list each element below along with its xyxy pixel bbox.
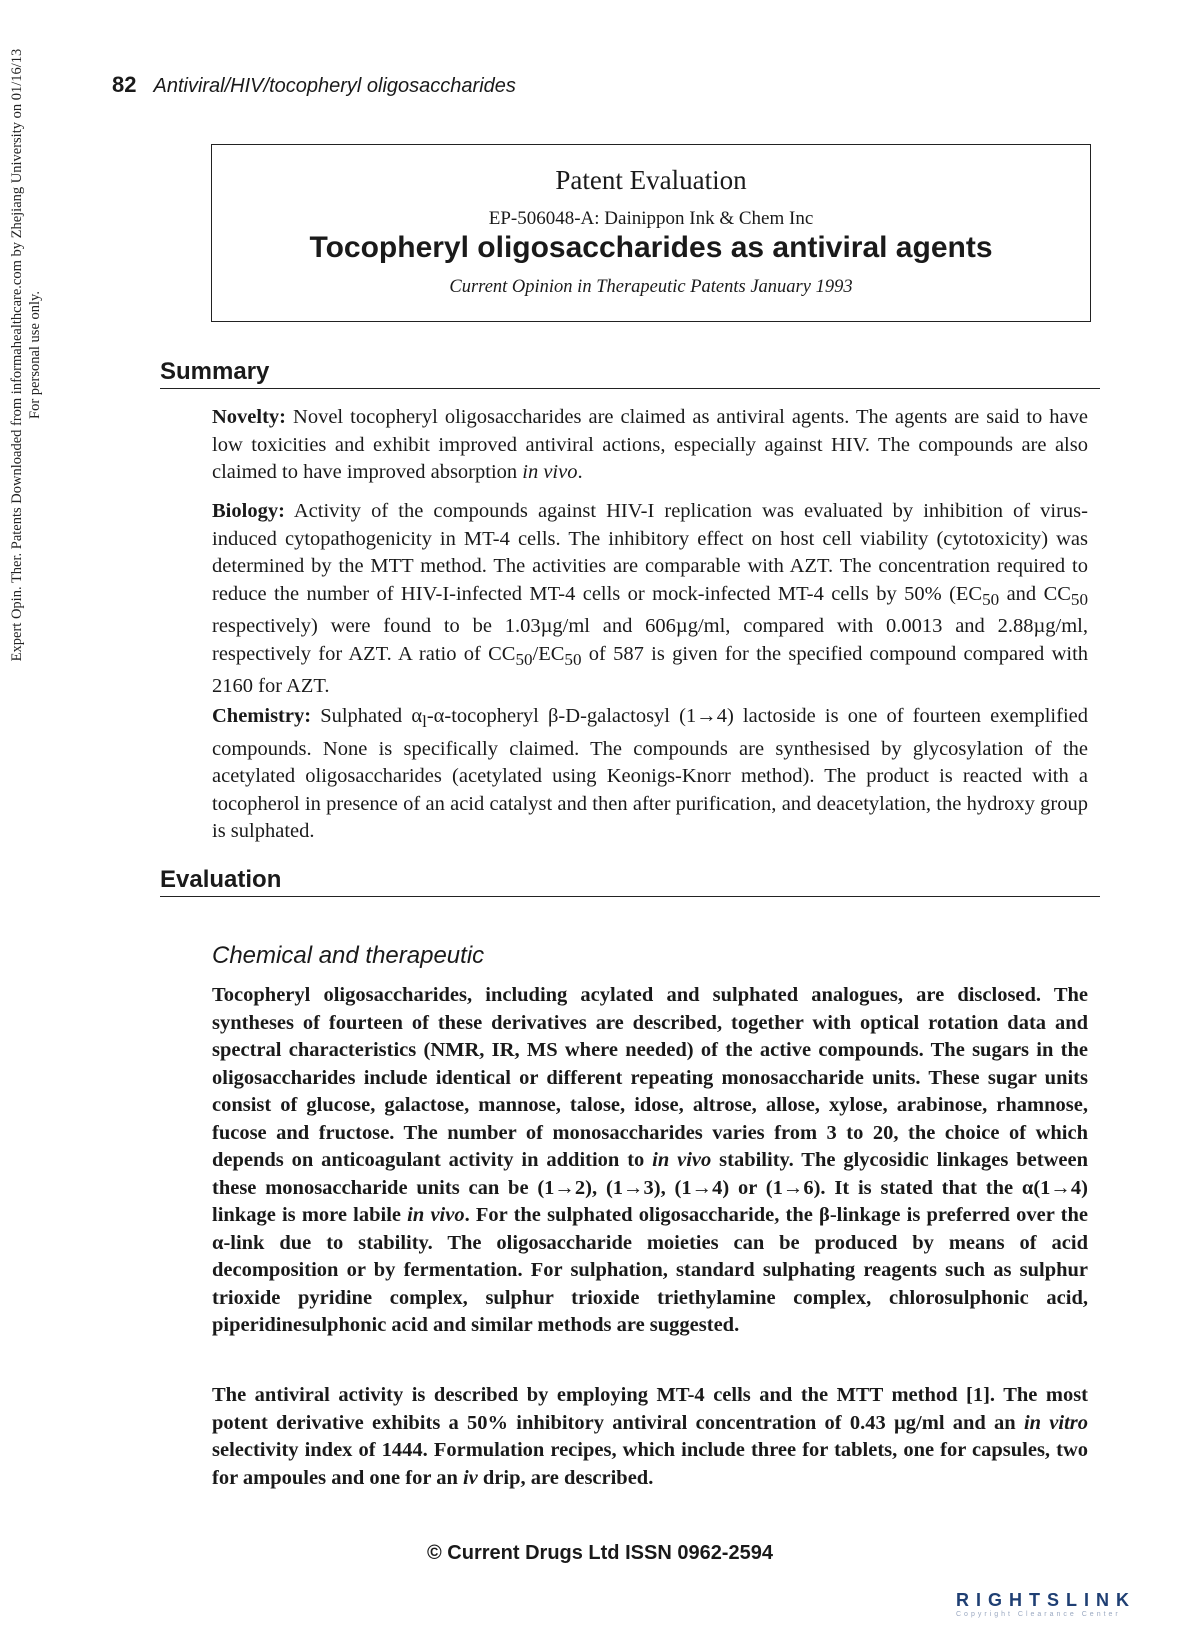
eval-p2-b: selectivity index of 1444. Formulation recipes, which include three for tablets, one for capsules, two for ampoules and one for an [212,1439,1088,1489]
evaluation-heading: Evaluation [160,866,1100,897]
eval-p1-a: Tocopheryl oligosaccharides, including acylated and sulphated analogues, are disclosed. The syntheses of fourteen of these derivatives are described, together with optical rotation data and spectral characteristics (NMR, IR, MS where needed) of the active compounds. The sugars in the oligosaccharides include identical or different repeating monosaccharide units. These sugar units consist of glucose, galactose, mannose, talose, idose, altrose, allose, xylose, arabinose, rhamnose, fucose and fructose. The number of monosaccharides varies from 3 to 20, the choice of which depends on anticoagulant activity in addition to [212,984,1088,1171]
evaluation-paragraph-1 [212,982,1088,1340]
biology-text-4: /EC [532,642,565,665]
running-title: Antiviral/HIV/tocopheryl oligosaccharides [153,75,516,97]
summary-heading: Summary [160,358,1100,389]
novelty-text: Novel tocopheryl oligosaccharides are claimed as antiviral agents. The agents are said to have low toxicities and exhibit improved antiviral actions, especially against HIV. The compounds are also claimed to have improved absorption [212,406,1088,483]
biology-label: Biology: [212,500,285,522]
watermark-line-1: Expert Opin. Ther. Patents Downloaded from informahealthcare.com by Zhejiang University on 01/16/13 [9,48,25,662]
novelty-paragraph [212,404,1088,487]
biology-sub-3: 50 [515,649,533,669]
novelty-label: Novelty: [212,406,287,428]
article-source: Current Opinion in Therapeutic Patents January 1993 [449,277,853,297]
rightslink-logo[interactable] [956,1590,1166,1630]
biology-sub-1: 50 [982,589,1000,609]
patent-reference: EP-506048-A: Dainippon Ink & Chem Inc [488,208,814,229]
eval-p1-italic-1: in vivo [652,1149,712,1171]
eval-p1-c: . For the sulphated oligosaccharide, the β-linkage is preferred over the α-link due to stability. The oligosaccharide moieties can be produced by means of acid decomposition or by fermentation. For sulphation, standard sulphating reagents such as sulphur trioxide pyridine complex, sulphur trioxide triethylamine complex, chlorosulphonic acid, piperidinesulphonic acid and similar methods are suggested. [212,1204,1088,1336]
chemistry-text-1: Sulphated α [311,705,423,727]
page-number: 82 [112,72,137,97]
eval-p2-italic-1: in vitro [1023,1411,1088,1434]
rightslink-logo-text: RIGHTSLINK [956,1590,1136,1610]
rightslink-logo-tagline: Copyright Clearance Center [956,1611,1121,1618]
watermark-line-2: For personal use only. [27,291,43,419]
chemistry-label: Chemistry: [212,705,312,727]
running-header [112,72,516,98]
biology-text-1: Activity of the compounds against HIV-I replication was evaluated by inhibition of virus-induced cytopathogenicity in MT-4 cells. The inhibitory effect on host cell viability (cytotoxicity) was determined by the MTT method. The activities are comparable with AZT. The concentration required to reduce the number of HIV-I-infected MT-4 cells or mock-infected MT-4 cells by 50% (EC [212,500,1088,605]
chemistry-paragraph [212,703,1088,846]
novelty-end: . [577,461,583,483]
eval-p1-italic-2: in vivo [407,1204,465,1226]
patent-evaluation-box [211,144,1091,322]
footer-copyright: © Current Drugs Ltd ISSN 0962-2594 [427,1542,773,1564]
eval-p2-italic-2: iv [462,1466,478,1489]
eval-p2-c: drip, are described. [477,1466,654,1489]
evaluation-paragraph-2 [212,1382,1088,1492]
biology-sub-4: 50 [564,649,582,669]
article-title: Tocopheryl oligosaccharides as antiviral agents [309,231,993,264]
chemistry-sub-1: l [422,712,427,732]
chemistry-text-2: -α-tocopheryl β-D-galactosyl (1→4) lactoside is one of fourteen exemplified compounds. None is specifically claimed. The compounds are synthesised by glycosylation of the acetylated oligosaccharides (acetylated using Keonigs-Knorr method). The product is reacted with a tocopherol in presence of an acid catalyst and then after purification, and deacetylation, the hydroxy group is sulphated. [212,705,1088,843]
eval-p2-a: The antiviral activity is described by employing MT-4 cells and the MTT method [1]. The most potent derivative exhibits a 50% inhibitory antiviral concentration of 0.43 µg/ml and an [212,1384,1088,1434]
evaluation-subheading: Chemical and therapeutic [212,942,485,969]
biology-text-2: and CC [999,582,1071,605]
biology-sub-2: 50 [1070,589,1088,609]
biology-text-5: of 587 is given for the specified compound compared with 2160 for AZT. [212,642,1089,698]
biology-text-3: respectively) were found to be 1.03µg/ml and 606µg/ml, compared with 0.0013 and 2.88µg/ml, respectively for AZT. A ratio of CC [212,615,1088,665]
novelty-italic: in vivo [522,461,578,483]
eval-p1-b: stability. The glycosidic linkages between these monosaccharide units can be (1→2), (1→3), (1→4) or (1→6). It is stated that the α(1→4) linkage is more labile [212,1149,1088,1226]
biology-paragraph [212,498,1088,701]
box-heading: Patent Evaluation [555,165,747,195]
download-watermark [8,0,68,1180]
